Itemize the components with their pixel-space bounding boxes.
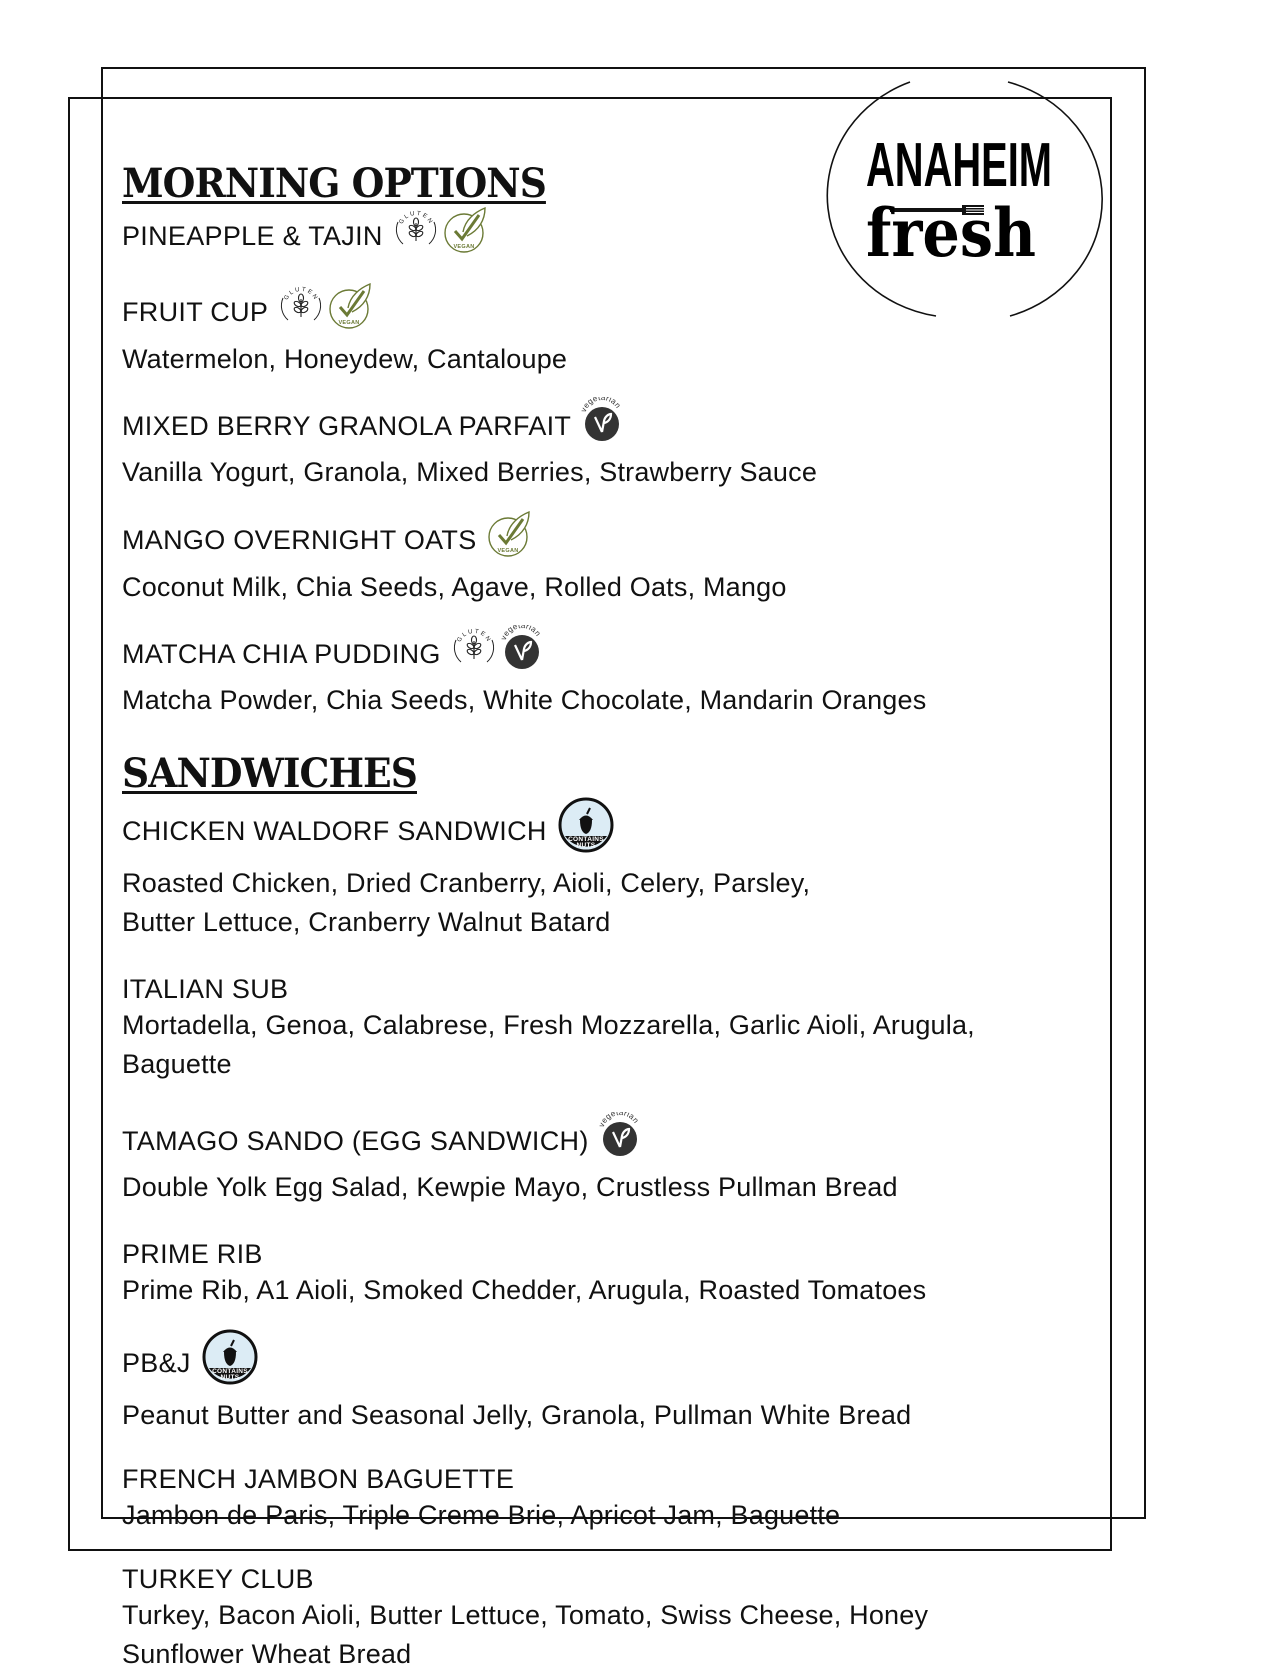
menu-item: [122, 1330, 1082, 1435]
section-title: SANDWICHES: [122, 750, 417, 797]
spacer: [122, 1084, 1082, 1114]
spacer: [122, 942, 1082, 972]
dietary-badges: [599, 1112, 641, 1166]
contains-nuts-icon: [557, 796, 615, 862]
dietary-badges: [451, 625, 543, 679]
svg-text:vegetarian: egetarian: [501, 625, 543, 638]
menu-item: [122, 1237, 1082, 1310]
svg-text:vegetarian: egetarian: [581, 397, 623, 410]
menu-item-description: Prime Rib, A1 Aioli, Smoked Chedder, Arugula, Roasted Tomatoes: [122, 1275, 927, 1305]
spacer: [122, 1207, 1082, 1237]
spacer: [122, 720, 1082, 750]
spacer: [122, 379, 1082, 399]
vegetarian-icon: [581, 397, 623, 451]
menu-item: [122, 284, 1082, 379]
menu-item-header: [122, 798, 1082, 864]
menu-item-name: MATCHA CHIA PUDDING: [122, 639, 441, 669]
menu-item-description: Baguette: [122, 1049, 232, 1079]
menu-item-name: PRIME RIB: [122, 1239, 263, 1269]
menu-item-description: Sunflower Wheat Bread: [122, 1639, 412, 1669]
svg-text:VEGAN: VEGAN: [497, 548, 519, 554]
svg-text:GLUTEN FREE: GLUTEN: [456, 628, 492, 645]
vegetarian-icon: [501, 625, 543, 679]
dietary-badges: [278, 282, 374, 338]
svg-text:CONTAINS: CONTAINS: [567, 836, 604, 843]
svg-text:CONTAINS: CONTAINS: [211, 1368, 248, 1375]
logo-line1: ANAHEIM: [866, 131, 1052, 200]
menu-item-description: Peanut Butter and Seasonal Jelly, Granola, Pullman White Bread: [122, 1400, 912, 1430]
menu-item-header: [122, 512, 1082, 568]
menu-item: [122, 1562, 1082, 1674]
vegan-icon: [443, 206, 489, 262]
menu-item-name: TURKEY CLUB: [122, 1564, 314, 1594]
menu-item-description: Roasted Chicken, Dried Cranberry, Aioli, Celery, Parsley,: [122, 868, 811, 898]
logo-line2: fresh: [866, 194, 1036, 272]
spacer: [122, 492, 1082, 512]
menu-item-name: ITALIAN SUB: [122, 974, 289, 1004]
menu-item-header: [122, 1462, 1082, 1496]
menu-item-header: [122, 1330, 1082, 1396]
menu-item-name: TAMAGO SANDO (EGG SANDWICH): [122, 1126, 589, 1156]
menu-item-name: FRUIT CUP: [122, 297, 269, 327]
menu-item-description: Jambon de Paris, Triple Creme Brie, Apricot Jam, Baguette: [122, 1500, 841, 1530]
svg-text:VEGAN: VEGAN: [338, 320, 360, 326]
menu-item-header: [122, 1114, 1082, 1168]
menu-item-name: CHICKEN WALDORF SANDWICH: [122, 816, 547, 846]
menu-item-header: [122, 972, 1082, 1006]
menu-item: [122, 627, 1082, 720]
menu-item-description: Double Yolk Egg Salad, Kewpie Mayo, Crustless Pullman Bread: [122, 1172, 898, 1202]
menu-item-description: Vanilla Yogurt, Granola, Mixed Berries, Strawberry Sauce: [122, 457, 818, 487]
menu-item-header: [122, 284, 1082, 340]
svg-text:GLUTEN FREE: GLUTEN: [398, 210, 434, 227]
menu-content: [122, 160, 1082, 1674]
svg-text:VEGAN: VEGAN: [453, 244, 475, 250]
menu-item-description: Butter Lettuce, Cranberry Walnut Batard: [122, 907, 611, 937]
menu-item-header: [122, 1562, 1082, 1596]
menu-item: [122, 972, 1082, 1084]
svg-text:NUTS: NUTS: [220, 1374, 240, 1381]
section-title: MORNING OPTIONS: [122, 160, 546, 207]
vegan-icon: [328, 282, 374, 338]
vegetarian-icon: [599, 1112, 641, 1166]
menu-item-name: MANGO OVERNIGHT OATS: [122, 525, 477, 555]
svg-text:vegetarian: egetarian: [599, 1112, 641, 1125]
menu-item-description: Turkey, Bacon Aioli, Butter Lettuce, Tomato, Swiss Cheese, Honey: [122, 1600, 929, 1630]
menu-item-description: Watermelon, Honeydew, Cantaloupe: [122, 344, 568, 374]
menu-item: [122, 399, 1082, 492]
menu-item: [122, 1462, 1082, 1535]
gluten-free-icon: [451, 625, 497, 679]
contains-nuts-icon: [201, 1328, 259, 1394]
menu-item-header: [122, 208, 1082, 264]
dietary-badges: [201, 1328, 259, 1394]
svg-text:NUTS: NUTS: [576, 842, 596, 849]
menu-item: [122, 798, 1082, 942]
menu-item-name: PINEAPPLE & TAJIN: [122, 221, 383, 251]
menu-item: [122, 1114, 1082, 1207]
svg-text:GLUTEN FREE: GLUTEN: [283, 286, 320, 303]
menu-item-header: [122, 627, 1082, 681]
spacer: [122, 1435, 1082, 1462]
menu-item-name: MIXED BERRY GRANOLA PARFAIT: [122, 411, 572, 441]
spacer: [122, 607, 1082, 627]
vegan-icon: [487, 510, 533, 566]
dietary-badges: [393, 206, 489, 262]
menu-item: [122, 512, 1082, 607]
spacer: [122, 1310, 1082, 1330]
gluten-free-icon: [278, 283, 324, 337]
dietary-badges: [487, 510, 533, 566]
menu-item-description: Coconut Milk, Chia Seeds, Agave, Rolled Oats, Mango: [122, 572, 787, 602]
dietary-badges: [581, 397, 623, 451]
menu-item-header: [122, 399, 1082, 453]
gluten-free-icon: [393, 207, 439, 261]
menu-item-name: FRENCH JAMBON BAGUETTE: [122, 1464, 515, 1494]
spacer: [122, 1535, 1082, 1562]
menu-item-name: PB&J: [122, 1348, 191, 1378]
dietary-badges: [557, 796, 615, 862]
menu-item: [122, 208, 1082, 264]
menu-item-description: Mortadella, Genoa, Calabrese, Fresh Mozzarella, Garlic Aioli, Arugula,: [122, 1010, 975, 1040]
spacer: [122, 264, 1082, 284]
menu-item-header: [122, 1237, 1082, 1271]
menu-item-description: Matcha Powder, Chia Seeds, White Chocolate, Mandarin Oranges: [122, 685, 927, 715]
